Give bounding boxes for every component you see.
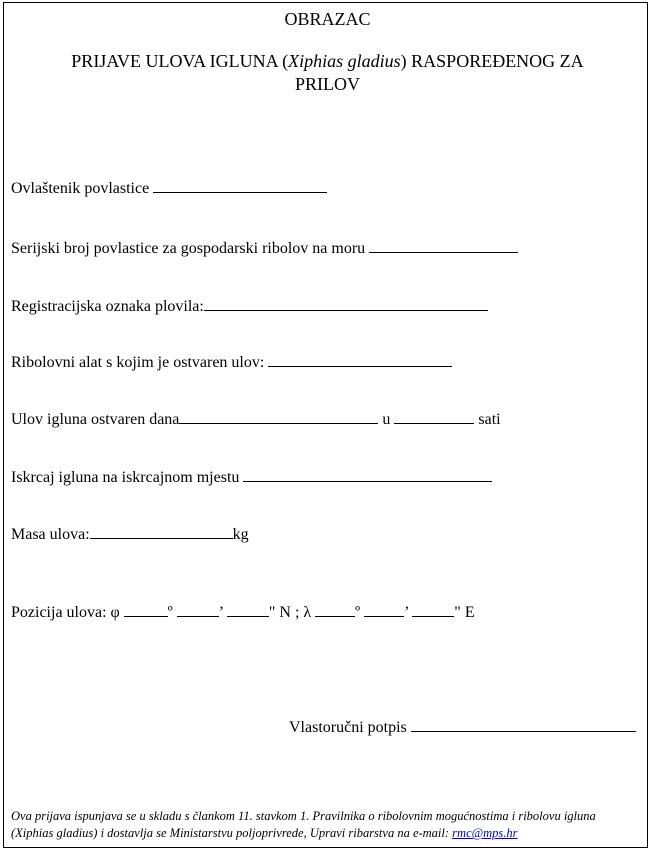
- signature-label: Vlastoručni potpis: [289, 719, 407, 736]
- lon-degrees-field[interactable]: [315, 601, 355, 617]
- catch-time-u-label: u: [382, 411, 391, 428]
- subtitle-suffix: ) RASPOREĐENOG ZA: [400, 51, 584, 71]
- lon-seconds-field[interactable]: [412, 601, 454, 617]
- lat-seconds-suffix: " N ; λ: [268, 604, 312, 621]
- signature-row: [289, 716, 636, 738]
- signature-field[interactable]: [411, 716, 636, 732]
- lat-degree-symbol: º: [167, 604, 173, 621]
- mass-field[interactable]: [90, 523, 233, 539]
- catch-date-label: Ulov igluna ostvaren dana: [11, 411, 180, 428]
- footer-email-link[interactable]: rmc@mps.hr: [452, 826, 518, 840]
- position-label: Pozicija ulova: φ: [11, 604, 120, 621]
- licensee-field[interactable]: [153, 177, 327, 193]
- licensee-label: Ovlaštenik povlastice: [11, 180, 150, 197]
- lat-minute-symbol: ’: [218, 604, 223, 621]
- mass-label: Masa ulova:: [11, 526, 90, 543]
- fishing-gear-row: [11, 351, 452, 373]
- landing-label: Iskrcaj igluna na iskrcajnom mjestu: [11, 469, 240, 486]
- vessel-registration-row: [11, 295, 488, 317]
- license-number-row: [11, 237, 518, 259]
- license-number-field[interactable]: [369, 237, 518, 253]
- catch-date-field[interactable]: [179, 408, 378, 424]
- landing-row: [11, 466, 492, 488]
- subtitle-prefix: PRIJAVE ULOVA IGLUNA (: [71, 51, 289, 71]
- catch-time-unit-label: sati: [478, 411, 501, 428]
- lat-seconds-field[interactable]: [227, 601, 269, 617]
- mass-row: [11, 523, 249, 545]
- lat-minutes-field[interactable]: [177, 601, 219, 617]
- catch-time-field[interactable]: [394, 408, 474, 424]
- form-title: OBRAZAC: [284, 9, 371, 29]
- footer-note: [11, 808, 641, 842]
- license-number-label: Serijski broj povlastice za gospodarski ribolov na moru: [11, 240, 366, 257]
- vessel-registration-field[interactable]: [204, 295, 488, 311]
- subtitle-species: Xiphias gladius: [288, 51, 401, 71]
- lon-minute-symbol: ’: [404, 604, 409, 621]
- form-subtitle-line2: PRILOV: [294, 74, 360, 94]
- form-subtitle: [0, 50, 655, 72]
- lon-seconds-suffix: " E: [454, 604, 475, 621]
- lon-degree-symbol: º: [355, 604, 361, 621]
- fishing-gear-field[interactable]: [268, 351, 452, 367]
- catch-date-row: [11, 408, 501, 430]
- fishing-gear-label: Ribolovni alat s kojim je ostvaren ulov:: [11, 354, 265, 371]
- landing-field[interactable]: [243, 466, 492, 482]
- vessel-registration-label: Registracijska oznaka plovila:: [11, 298, 204, 315]
- footer-text: Ova prijava ispunjava se u skladu s člankom 11. stavkom 1. Pravilnika o ribolovnim mogućnostima i ribolovu igluna (Xiphias gladius) i dostavlja se Ministarstvu poljoprivrede, Upravi ribarstva na e-mail:: [11, 809, 596, 840]
- lon-minutes-field[interactable]: [364, 601, 404, 617]
- lat-degrees-field[interactable]: [124, 601, 168, 617]
- position-row: [11, 601, 475, 623]
- mass-unit-label: kg: [232, 526, 249, 543]
- licensee-row: [11, 177, 327, 199]
